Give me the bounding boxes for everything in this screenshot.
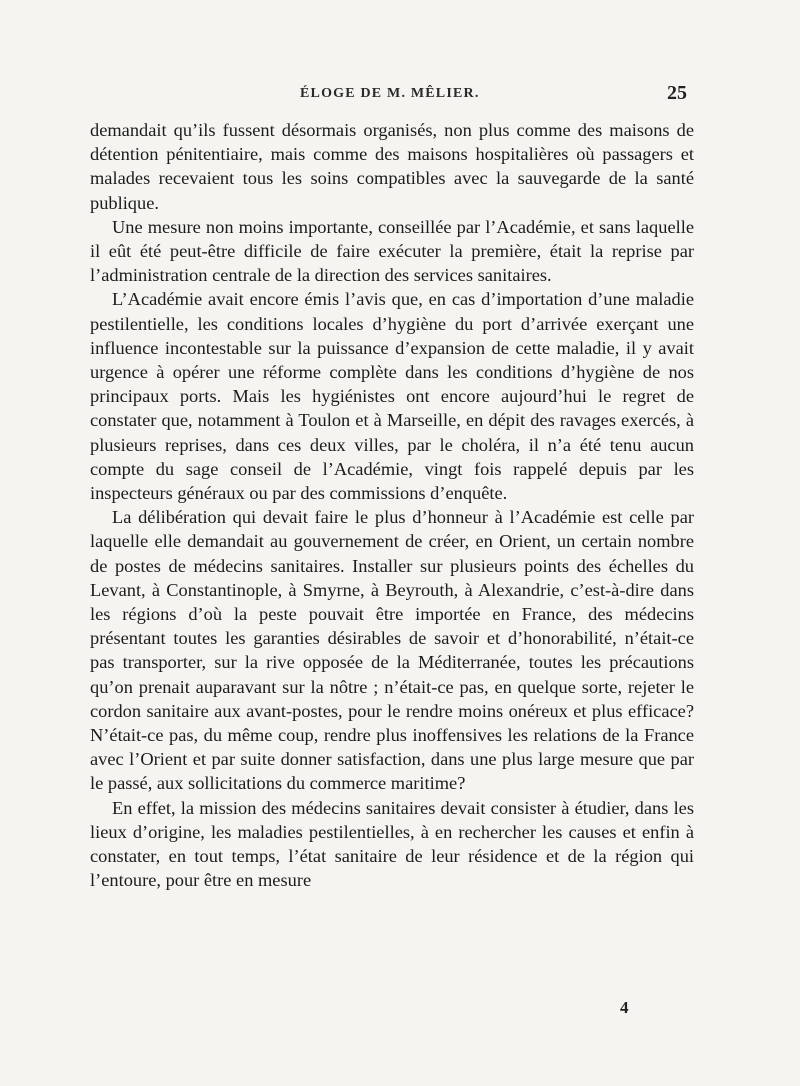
paragraph-sanitary-physicians: La délibération qui devait faire le plus d’honneur à l’Académie est celle par laquelle elle demandait au gouvernement de créer, en Orient, un certain nombre de postes de médecins sanitaires. Installer sur plusieurs points des échelles du Levant, à Constantinople, à Smyrne, à Beyrouth, à Alexandrie, c’est-à-dire dans les régions d’où la peste pouvait être importée en France, des médecins présentant toutes les garanties désirables de savoir et d’honorabilité, n’était-ce pas transporter, sur la rive opposée de la Méditerranée, toutes les précautions qu’on prenait auparavant sur la nôtre ; n’était-ce pas, en quelque sorte, rejeter le cordon sanitaire aux avant-postes, pour le rendre moins onéreux et plus efficace? N’était-ce pas, du même coup, rendre plus inoffensives les relations de la France avec l’Orient et par suite donner satisfaction, dans une plus large mesure que par le passé, aux sollicitations du commerce maritime? bbox=[90, 507, 694, 794]
paragraph-port-hygiene: L’Académie avait encore émis l’avis que, en cas d’importation d’une maladie pestilentielle, les conditions locales d’hygiène du port d’arrivée exerçant une influence incontestable sur la puissance d’expansion de cette maladie, il y avait urgence à opérer une réforme complète dans les conditions d’hygiène de nos principaux ports. Mais les hygiénistes ont encore aujourd’hui le regret de constater que, notamment à Toulon et à Marseille, en dépit des ravages exercés, à plusieurs reprises, dans ces deux villes, par le choléra, il n’a été tenu aucun compte du sage conseil de l’Académie, vingt fois rappelé depuis par les inspecteurs généraux ou par des commissions d’enquête. bbox=[90, 289, 694, 504]
signature-mark: 4 bbox=[620, 998, 629, 1017]
paragraph-mission: En effet, la mission des médecins sanitaires devait consister à étudier, dans les lieux d’origine, les maladies pestilentielles, à en rechercher les causes et enfin à constater, en tout temps, l’état sanitaire de leur résidence et de la région qui l’entoure, pour être en mesure bbox=[90, 797, 694, 891]
body-text bbox=[90, 118, 694, 893]
paragraph-continuation: demandait qu’ils fussent désormais organisés, non plus comme des maisons de détention pénitentiaire, mais comme des maisons hospitalières où passagers et malades recevaient tous les soins compatibles avec la sauvegarde de la santé publique. bbox=[90, 120, 694, 213]
paragraph-centralization: Une mesure non moins importante, conseillée par l’Académie, et sans laquelle il eût été peut-être difficile de faire exécuter la première, était la reprise par l’administration centrale de la direction des services sanitaires. bbox=[90, 216, 694, 286]
page-number: 25 bbox=[667, 82, 687, 104]
running-title: ÉLOGE DE M. MÊLIER. bbox=[300, 86, 480, 101]
running-head bbox=[0, 82, 800, 110]
